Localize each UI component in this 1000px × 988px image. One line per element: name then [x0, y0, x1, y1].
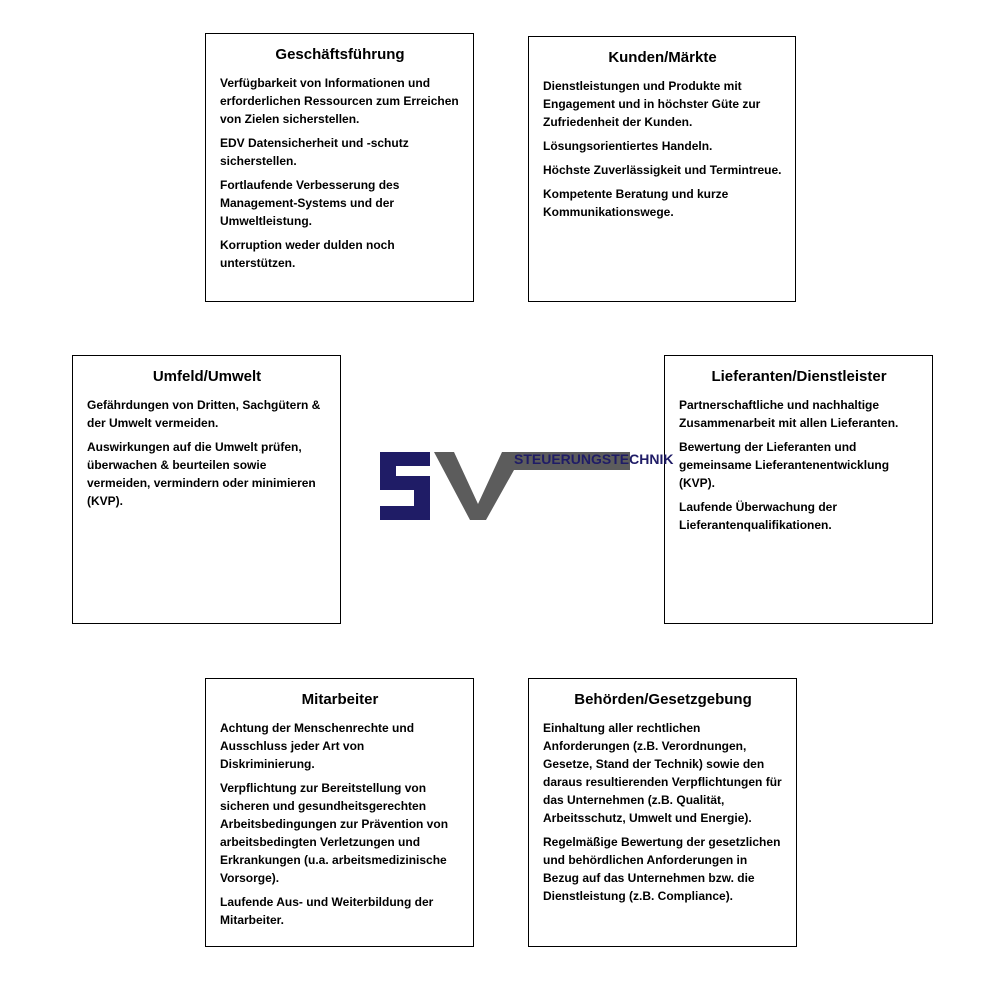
box-title: Geschäftsführung — [275, 46, 405, 63]
box-title: Umfeld/Umwelt — [152, 368, 262, 385]
box-item: Höchste Zuverlässigkeit und Termintreue. — [543, 163, 782, 177]
box-item: Verfügbarkeit von Informationen und erforderlichen Ressourcen zum Erreichen von Zielen sicherstellen. — [220, 76, 459, 126]
box-item: Verpflichtung zur Bereitstellung von sicheren und gesundheitsgerechten Arbeitsbedingungen zur Prävention von arbeitsbedingten Verletzungen und Erkrankungen (u.a. arbeitsmedizinische Vorsorge). — [220, 781, 449, 885]
logo-name: STEUERUNGSTECHNIK — [514, 451, 674, 467]
box-item: Achtung der Menschenrechte und Ausschluss jeder Art von Diskriminierung. — [220, 721, 415, 771]
box-item: Regelmäßige Bewertung der gesetzlichen und behördlichen Anforderungen in Bezug auf das Unternehmen bzw. die Dienstleistung (z.B. Compliance). — [543, 835, 781, 903]
box-umfeld-umwelt — [72, 355, 341, 624]
box-item: Einhaltung aller rechtlichen Anforderungen (z.B. Verordnungen, Gesetze, Stand der Technik) sowie den daraus resultierenden Verpflichtungen für das Unternehmen (z.B. Qualität, Arbeitsschutz, Umwelt und Energie). — [543, 721, 782, 825]
box-behoerden-gesetzgebung — [528, 678, 797, 947]
box-item: Bewertung der Lieferanten und gemeinsame Lieferantenentwicklung (KVP). — [679, 440, 890, 490]
box-title: Lieferanten/Dienstleister — [711, 368, 887, 385]
box-lieferanten-dienstleister — [664, 355, 933, 624]
logo-subtitle: GmbH & Co. KG — [555, 474, 622, 484]
box-item: Gefährdungen von Dritten, Sachgütern & der Umwelt vermeiden. — [87, 398, 321, 430]
box-item: Dienstleistungen und Produkte mit Engagement und in höchster Güte zur Zufriedenheit der Kunden. — [543, 79, 761, 129]
box-geschaeftsfuehrung — [205, 33, 474, 302]
box-kunden-maerkte — [528, 36, 796, 302]
sv-logo-icon — [378, 446, 674, 526]
company-logo — [378, 446, 674, 526]
box-item: Auswirkungen auf die Umwelt prüfen, überwachen & beurteilen sowie vermeiden, vermindern oder minimieren (KVP). — [87, 440, 316, 508]
box-title: Kunden/Märkte — [608, 49, 717, 66]
box-item: Lösungsorientiertes Handeln. — [543, 139, 713, 153]
box-item: Korruption weder dulden noch unterstützen. — [220, 238, 395, 270]
logo-letter-s — [380, 452, 430, 520]
box-title: Mitarbeiter — [301, 691, 379, 708]
box-mitarbeiter — [205, 678, 474, 947]
box-item: Laufende Überwachung der Lieferantenqualifikationen. — [679, 500, 838, 532]
box-item: Kompetente Beratung und kurze Kommunikationswege. — [543, 187, 729, 219]
box-item: Fortlaufende Verbesserung des Management-Systems und der Umweltleistung. — [220, 178, 400, 228]
box-title: Behörden/Gesetzgebung — [574, 691, 752, 708]
box-item: Partnerschaftliche und nachhaltige Zusammenarbeit mit allen Lieferanten. — [679, 398, 899, 430]
box-item: EDV Datensicherheit und -schutz sicherstellen. — [220, 136, 409, 168]
box-item: Laufende Aus- und Weiterbildung der Mitarbeiter. — [220, 895, 434, 927]
